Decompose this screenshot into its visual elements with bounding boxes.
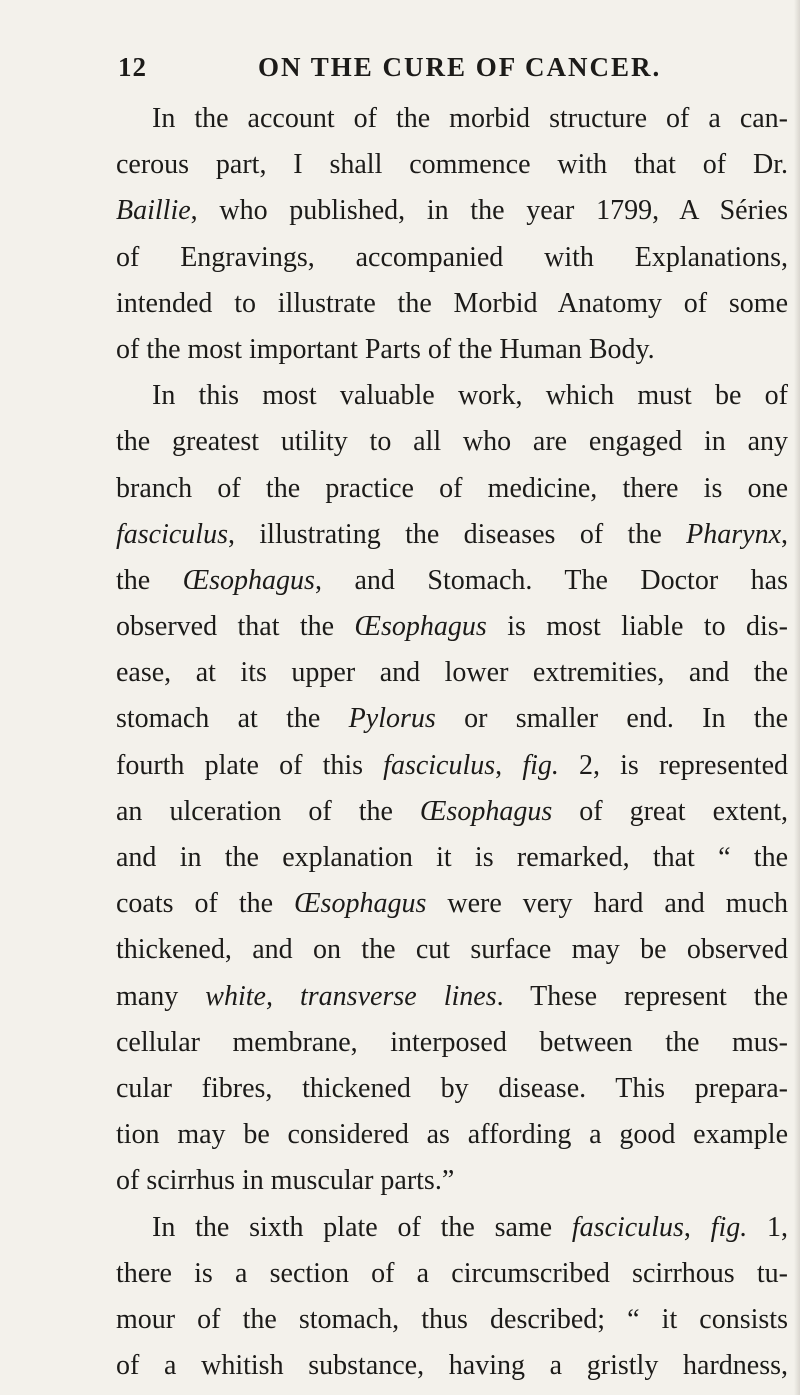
- text-segment: cular fibres, thickened by disease. This prepara-: [116, 1072, 788, 1104]
- italic-text: fig.: [522, 749, 559, 781]
- text-segment: . These represent the: [496, 980, 788, 1012]
- body-text: [116, 96, 788, 1389]
- text-segment: the: [116, 564, 183, 596]
- text-segment: many: [116, 980, 206, 1012]
- text-line: [116, 466, 788, 512]
- text-segment: of scirrhus in muscular parts.”: [116, 1165, 455, 1197]
- italic-text: Œsophagus: [354, 611, 487, 643]
- text-segment: , illustrating the diseases of the: [228, 518, 687, 550]
- text-segment: ,: [683, 1211, 711, 1243]
- text-line: [116, 373, 788, 419]
- text-segment: ease, at its upper and lower extremities, and the: [116, 657, 788, 689]
- italic-text: Œsophagus: [182, 564, 315, 596]
- italic-text: Œsophagus: [420, 795, 553, 827]
- page-number: 12: [118, 52, 147, 82]
- text-segment: of a whitish substance, having a gristly hardness,: [116, 1350, 788, 1382]
- text-segment: coats of the: [116, 888, 295, 920]
- text-line: [116, 235, 788, 281]
- text-segment: the greatest utility to all who are engaged in any: [116, 426, 788, 458]
- text-segment: , who published, in the year 1799, A Séries: [190, 195, 788, 227]
- text-segment: were very hard and much: [426, 888, 788, 920]
- text-line: [116, 974, 788, 1020]
- text-line: [116, 650, 788, 696]
- italic-text: fasciculus: [383, 749, 496, 781]
- text-line: [116, 1158, 788, 1204]
- text-line: [116, 1205, 788, 1251]
- text-segment: or smaller end. In the: [435, 703, 788, 735]
- text-segment: cellular membrane, interposed between the mus-: [116, 1026, 788, 1058]
- text-line: [116, 789, 788, 835]
- text-line: [116, 835, 788, 881]
- text-segment: there is a section of a circumscribed scirrhous tu-: [116, 1257, 788, 1289]
- text-line: [116, 1066, 788, 1112]
- text-segment: tion may be considered as affording a good example: [116, 1119, 788, 1151]
- text-line: [116, 188, 788, 234]
- text-line: [116, 1343, 788, 1389]
- text-segment: of Engravings, accompanied with Explanations,: [116, 241, 788, 273]
- text-line: [116, 604, 788, 650]
- text-segment: ,: [495, 749, 523, 781]
- text-line: [116, 1112, 788, 1158]
- text-segment: observed that the: [116, 611, 355, 643]
- italic-text: Œsophagus: [294, 888, 427, 920]
- text-line: [116, 927, 788, 973]
- text-line: [116, 327, 788, 373]
- text-segment: thickened, and on the cut surface may be observed: [116, 934, 788, 966]
- text-line: [116, 1297, 788, 1343]
- text-segment: ,: [781, 518, 788, 550]
- text-line: [116, 281, 788, 327]
- text-line: [116, 743, 788, 789]
- text-line: [116, 512, 788, 558]
- text-segment: is most liable to dis-: [486, 611, 788, 643]
- italic-text: fig.: [710, 1211, 748, 1243]
- text-segment: In this most valuable work, which must be of: [152, 380, 788, 412]
- text-segment: of the most important Parts of the Human Body.: [116, 333, 655, 365]
- text-segment: In the sixth plate of the same: [152, 1211, 572, 1243]
- italic-text: Pharynx: [686, 518, 781, 550]
- running-title: ON THE CURE OF CANCER.: [258, 52, 662, 82]
- text-segment: stomach at the: [116, 703, 349, 735]
- page-edge-shadow: [794, 0, 800, 1395]
- text-segment: intended to illustrate the Morbid Anatomy of some: [116, 287, 788, 319]
- text-line: [116, 1251, 788, 1297]
- text-line: [116, 696, 788, 742]
- page-header: [118, 52, 718, 92]
- text-segment: and in the explanation it is remarked, that “ the: [116, 842, 788, 873]
- text-segment: 1,: [747, 1211, 789, 1243]
- text-segment: fourth plate of this: [116, 749, 384, 781]
- text-segment: of great extent,: [552, 795, 788, 827]
- italic-text: fasciculus: [571, 1211, 684, 1243]
- text-segment: an ulceration of the: [116, 795, 420, 827]
- text-line: [116, 96, 788, 142]
- text-segment: cerous part, I shall commence with that of Dr.: [116, 149, 788, 181]
- text-line: [116, 881, 788, 927]
- text-line: [116, 419, 788, 465]
- text-segment: , and Stomach. The Doctor has: [314, 564, 788, 596]
- italic-text: white, transverse lines: [205, 980, 497, 1012]
- text-line: [116, 1020, 788, 1066]
- text-line: [116, 558, 788, 604]
- text-segment: branch of the practice of medicine, there is one: [116, 472, 788, 504]
- italic-text: fasciculus: [116, 518, 228, 550]
- text-segment: In the account of the morbid structure of a can-: [152, 103, 788, 134]
- text-line: [116, 142, 788, 188]
- italic-text: Baillie: [116, 195, 191, 227]
- text-segment: 2, is represented: [558, 749, 788, 781]
- text-segment: mour of the stomach, thus described; “ it consists: [116, 1303, 788, 1335]
- italic-text: Pylorus: [348, 703, 436, 735]
